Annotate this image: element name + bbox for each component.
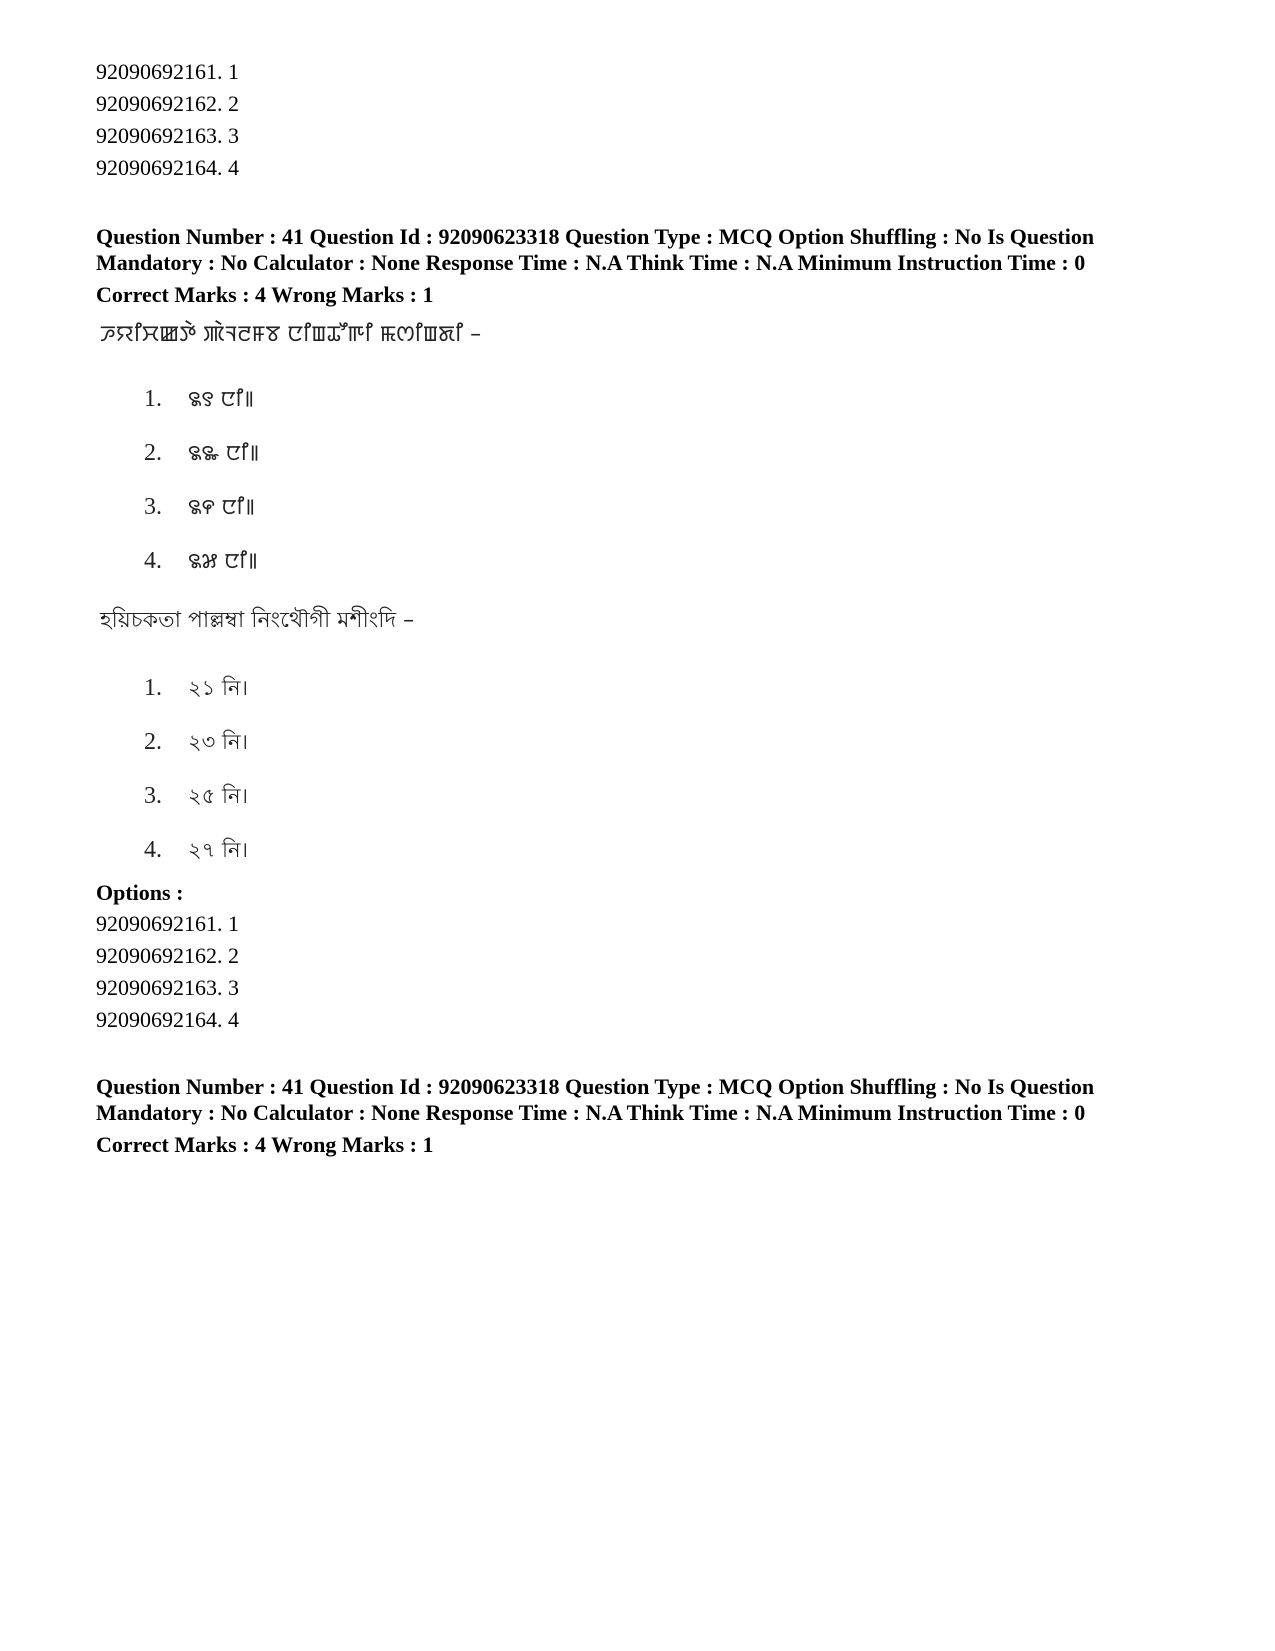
question-meta-block (96, 224, 1216, 308)
meitei-choice-list (144, 384, 259, 600)
bottom-option-list (96, 908, 239, 1036)
top-option-list (96, 56, 239, 184)
choice-number: 4. (144, 837, 162, 863)
choice-number: 2. (144, 729, 162, 755)
marks-line: Correct Marks : 4 Wrong Marks : 1 (96, 1132, 434, 1157)
option-line: 92090692163. 3 (96, 975, 239, 1000)
bengali-choice-list (144, 672, 248, 888)
option-line: 92090692163. 3 (96, 123, 239, 148)
option-line: 92090692162. 2 (96, 91, 239, 116)
choice-text: ꯲꯱ ꯅꯤ꯫ (188, 387, 254, 411)
choice-item (144, 672, 248, 726)
choice-text: ২৩ নি। (188, 730, 249, 754)
choice-text: ꯲꯳ ꯅꯤ꯫ (188, 441, 260, 465)
choice-number: 1. (144, 675, 162, 701)
options-heading: Options : (96, 880, 184, 905)
question-meta-line: Mandatory : No Calculator : None Response Time : N.A Think Time : N.A Minimum Instruction Time : 0 (96, 250, 1086, 275)
choice-text: ২৭ নি। (188, 838, 249, 862)
choice-text: ২১ নি। (188, 676, 249, 700)
choice-text: ꯲꯷ ꯅꯤ꯫ (188, 549, 258, 573)
choice-number: 4. (144, 548, 162, 574)
option-line: 92090692162. 2 (96, 943, 239, 968)
choice-item (144, 384, 259, 438)
choice-item (144, 438, 259, 492)
bengali-question-prompt: হয়িচকতা পাল্লম্বা নিংথৌগী মশীংদি – (100, 608, 415, 633)
choice-item (144, 546, 259, 600)
option-line: 92090692161. 1 (96, 59, 239, 84)
choice-text: ২৫ নি। (188, 784, 249, 808)
question-meta-line: Question Number : 41 Question Id : 92090623318 Question Type : MCQ Option Shuffling : No Is Question (96, 224, 1095, 249)
choice-item (144, 780, 248, 834)
choice-number: 1. (144, 386, 162, 412)
question-meta-line: Question Number : 41 Question Id : 92090623318 Question Type : MCQ Option Shuffling : No Is Question (96, 1074, 1095, 1099)
choice-text: ꯲꯵ ꯅꯤ꯫ (188, 495, 255, 519)
choice-item (144, 726, 248, 780)
question-meta-line: Mandatory : No Calculator : None Response Time : N.A Think Time : N.A Minimum Instruction Time : 0 (96, 1100, 1086, 1125)
option-line: 92090692161. 1 (96, 911, 239, 936)
choice-number: 2. (144, 440, 162, 466)
choice-number: 3. (144, 494, 162, 520)
meitei-question-prompt: ꯍꯌꯤꯆꯀꯇꯥ ꯄꯥꯜꯂꯝꯕ ꯅꯤꯡꯊꯧꯒꯤ ꯃꯁꯤꯡꯗꯤ – (100, 322, 482, 347)
question-meta-block (96, 1074, 1216, 1158)
choice-number: 3. (144, 783, 162, 809)
option-line: 92090692164. 4 (96, 1007, 239, 1032)
marks-line: Correct Marks : 4 Wrong Marks : 1 (96, 282, 434, 307)
choice-item (144, 492, 259, 546)
option-line: 92090692164. 4 (96, 155, 239, 180)
